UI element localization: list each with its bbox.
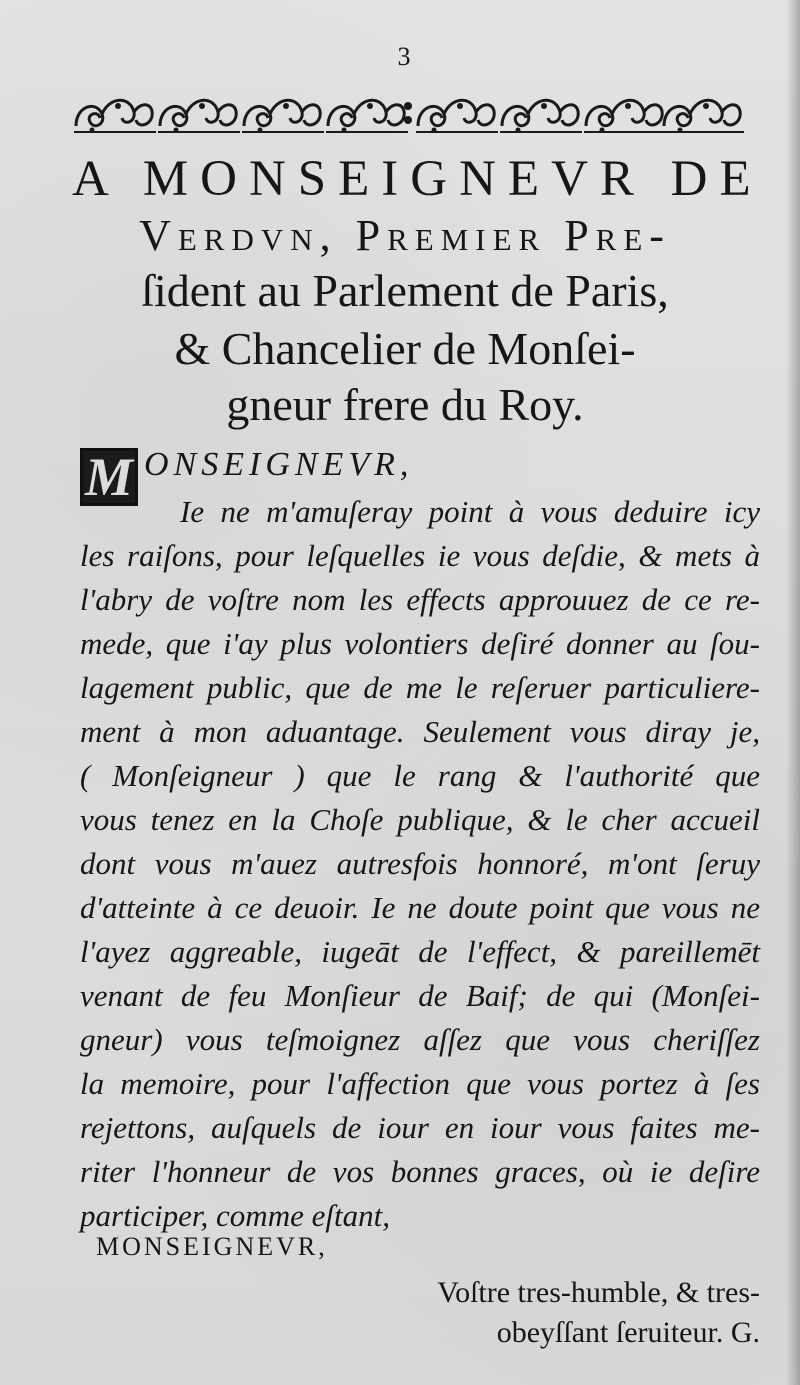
page-number: 3: [397, 42, 411, 71]
body-line: rejettons, auſquels de iour en iour vous faites me-: [80, 1110, 760, 1145]
body-line: gneur) vous teſmoignez aſſez que vous cheriſſez: [80, 1022, 760, 1057]
body-line: mede, que i'ay plus volontiers deſiré donner au ſou-: [80, 626, 760, 661]
body-line: l'abry de voſtre nom les effects approuuez de ce re-: [80, 582, 760, 617]
signature-line-2: obeyſſant ſeruiteur. G.: [496, 1316, 760, 1349]
dedication-heading-line-2: Verdvn, Premier Pre-: [139, 211, 671, 260]
body-line: participer, comme eſtant,: [80, 1198, 390, 1233]
ornamental-headband: [72, 86, 744, 138]
dedication-heading-line-1: A MONSEIGNEVR DE: [72, 151, 763, 207]
signature-line-1: Voſtre tres-humble, & tres-: [437, 1276, 760, 1309]
body-line: riter l'honneur de vos bonnes graces, où ie deſire: [80, 1154, 760, 1189]
dedication-heading-line-4: & Chancelier de Monſei-: [174, 323, 636, 374]
dedication-heading-line-5: gneur frere du Roy.: [226, 379, 584, 430]
dedication-heading-line-3: ſident au Parlement de Paris,: [141, 265, 669, 316]
body-line: lagement public, que de me le reſeruer particuliere-: [80, 670, 760, 705]
body-line: dont vous m'auez autresfois honnoré, m'ont ſeruy: [80, 846, 760, 881]
body-line: ( Monſeigneur ) que le rang & l'authorité que: [80, 758, 760, 793]
body-line: ment à mon aduantage. Seulement vous diray je,: [80, 714, 760, 749]
decorated-initial: M: [80, 448, 138, 506]
body-line: les raiſons, pour leſquelles ie vous deſdie, & mets à: [80, 538, 760, 573]
body-line: d'atteinte à ce deuoir. Ie ne doute point que vous ne: [80, 890, 760, 925]
body-line: vous tenez en la Choſe publique, & le cher accueil: [80, 802, 760, 837]
body-line: venant de feu Monſieur de Baif; de qui (Monſei-: [80, 978, 760, 1013]
body-line: l'ayez aggreable, iugeāt de l'effect, & pareillemēt: [80, 934, 760, 969]
body-line: la memoire, pour l'affection que vous portez à ſes: [80, 1066, 760, 1101]
salutation: ONSEIGNEVR,: [144, 446, 414, 483]
page-edge-shadow: [786, 0, 800, 1385]
body-line: Ie ne m'amuſeray point à vous deduire icy: [180, 494, 760, 529]
closing-address: MONSEIGNEVR,: [96, 1232, 328, 1261]
